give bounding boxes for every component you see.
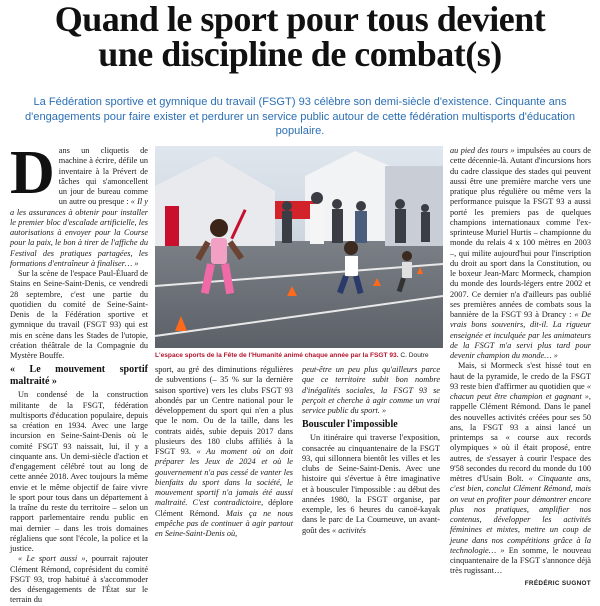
paragraph: peut-être un peu plus qu'ailleurs parce que ce territoire subit bon nombre d'inégalités sociales, la FSGT 93 se perçoit et cherche à agir comme un vrai service public du sport. »	[302, 365, 440, 415]
paragraph: Mais, si Mormeck s'est hissé tout en haut de la pyramide, le credo de la FSGT 93 reste bien d'affirmer au quotidien que « chacun peut être champion et gagnant », rappelle Clément Rémond. Dans le panel des nouvelles activités créées pour ses 50 ans, la FSGT 93 a ainsi lancé un printemps sa « course aux records olympiques » où il était proposé, entre autres, de s'essayer à courir l'espace des 9'58 secondes du record du monde du 100 mètres d'Usain Bolt. « Cinquante ans, c'est bien, conclut Clément Rémond, mais on veut en profiter pour démontrer encore plus nos pratiques, amplifier nos contenus, développer les activités féminines et mixtes, mettre un coup de jeune dans nos compétitions grâce à la technologie… » En somme, le nouveau cinquantenaire de la FSGT s'annonce déjà très rugissant…	[450, 361, 591, 576]
intro-paragraph: ans un cliquetis de machine à écrire, défile un inventaire à la Prévert de tâches qui s'amoncellent un jour de bureau comme un autre ou presque : « Il y a les assurances à obtenir pour installer le premier bloc d'escalade artificielle, les autorisations à envoyer pour la Course pour la paix, le bon à tirer de l'affiche du Festival des pratiques partagées, les formations d'entraîneur à finaliser… »	[10, 146, 148, 268]
chapo: La Fédération sportive et gymnique du travail (FSGT) 93 célèbre son demi-siècle d'existence. Cinquante ans d'engagements pour faire exister et perdurer un service public autour de cette fédération multisports d'éducation populaire.	[25, 96, 575, 137]
column-2	[155, 365, 294, 538]
column-4	[450, 146, 591, 587]
photo-illustration	[155, 146, 443, 348]
paragraph: sport, au gré des diminutions régulières de subventions (– 35 % sur la dernière saison sportive) vers les clubs FSGT 93 abondés par un Centre national pour le développement du sport qui n'en a plus que le nom. Ou de la taille, dans les contrats aidés, subie depuis 2017 dans plusieurs des 180 clubs affiliés à la FSGT 93. « Au moment où on doit préparer les Jeux de 2024 et où le gouvernement n'a pas cessé de vanter les bienfaits du sport dans la société, le mouvement sportif n'a jamais été aussi maltraité. C'est contradictoire, déplore Clément Rémond. Mais ça ne nous empêche pas de continuer à agir partout en Seine-Saint-Denis où,	[155, 365, 294, 538]
headline-line-1: Quand le sport pour tous devient	[54, 0, 546, 39]
paragraph: au pied des tours » impulsées au cours de cette décennie-là. Autant d'incursions hors du cadre classique des stades qui peuvent aussi être une première marche vers une pratique plus régulière ou même vers la performance puisque la FSGT 93 a aussi porté les premiers pas de quelques champions internationaux comme l'ex-sprinteuse Muriel Hurtis – championne du monde du relais 4 x 100 mètres en 2003 –, qui milite aujourd'hui pour l'inscription du droit au sport dans la Constitution, ou le boxeur Jean-Marc Mormeck, champion du monde des lourds-légers entre 2002 et 2007. Ce dernier n'a d'ailleurs pas oublié ses premières années de combats sous la bannière de la FSGT 93 à Drancy : « De vrais bons souvenirs, dit-il. La rigueur enseignée et inculquée par les animateurs de la FSGT m'a servi plus tard pour devenir champion du monde… »	[450, 146, 591, 360]
column-3	[302, 365, 440, 535]
paragraph: Sur la scène de l'espace Paul-Éluard de Stains en Seine-Saint-Denis, ce vendredi 28 septembre, c'est une partie du quotidien du comité de Seine-Saint-Denis de la Fédération sportive et gymnique du travail (FSGT 93) qui est mis en scène dans les Stades de l'utopie, création théâtrale de la Compagnie du Mystère Bouffe.	[10, 269, 148, 360]
subheading-2: Bousculer l'impossible	[302, 419, 398, 431]
paragraph: Un itinéraire qui traverse l'exposition, consacrée au cinquantenaire de la FSGT 93, qui sillonnera bientôt les villes et les clubs de Seine-Saint-Denis. Avec une histoire qui s'évertue à être imaginative et à bousculer l'impossible : au début des années 1980, la FSGT organise, par exemple, les 6 heures du canoë-kayak dans le parc de La Courneuve, un avant-goût des « activités	[302, 433, 440, 535]
headline-line-2: une discipline de combat(s)	[98, 34, 502, 74]
column-1	[10, 139, 148, 605]
drop-cap: D	[10, 139, 55, 207]
photo-caption: L'espace sports de la Fête de l'Humanité animé chaque année par la FSGT 93. C. Doutre	[155, 352, 429, 359]
subheading-1: « Le mouvement sportif maltraité »	[10, 364, 148, 388]
paragraph: Un condensé de la construction militante de la FSGT, fédération multisports d'éducation populaire, depuis sa création en 1934. Avec une large incursion en Seine-Saint-Denis où le comité FSGT 93 naissait, lui, il y a cinquante ans. Un demi-siècle d'action et d'engagement célébré tout au long de cette année 2018. Avec toujours la même envie et le même objectif de faire vivre le sport pour tous dans un département à la traîne du reste du territoire – selon un rapport parlementaire rendu public en mai dernier – dans les trois domaines réglaliens que sont l'école, la police et la justice.	[10, 390, 148, 553]
headline	[0, 2, 600, 72]
paragraph: « Le sport aussi », pourrait rajouter Clément Rémond, coprésident du comité FSGT 93, trop habitué à s'accommoder des désengagements de l'État sur le terrain du	[10, 554, 148, 605]
author-signature: FRÉDÉRIC SUGNOT	[524, 579, 591, 587]
article-photo	[155, 146, 443, 348]
